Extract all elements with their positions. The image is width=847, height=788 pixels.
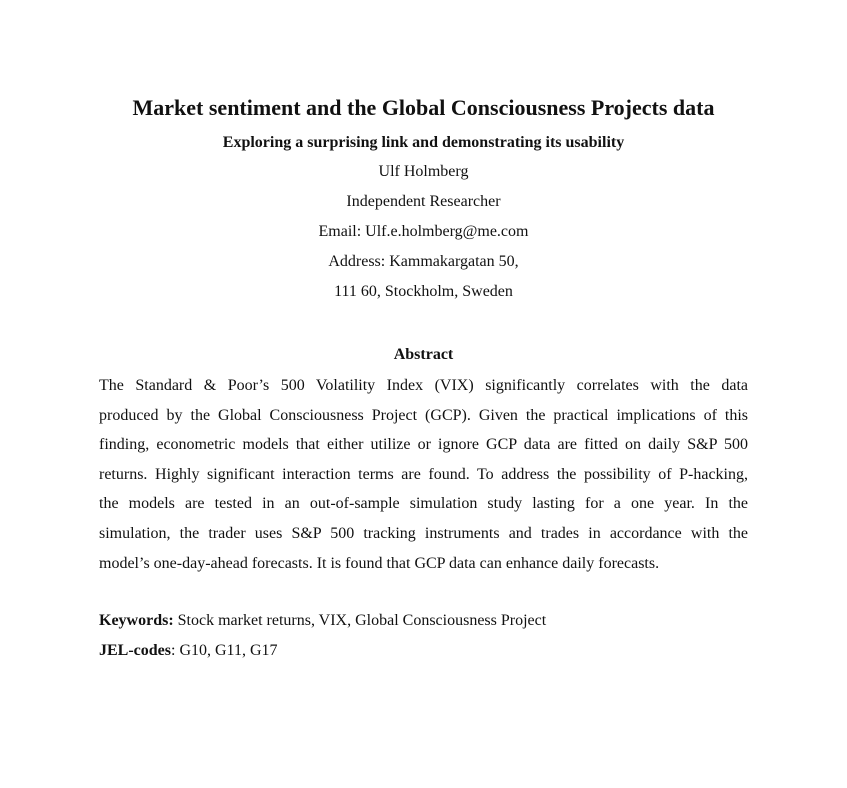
jel-codes-line bbox=[99, 640, 278, 662]
abstract-line: returns. Highly significant interaction terms are found. To address the possibility of P-hacking, bbox=[99, 465, 748, 483]
keywords-label: Keywords: bbox=[99, 612, 174, 629]
abstract-heading: Abstract bbox=[393, 346, 454, 363]
author-affiliation: Independent Researcher bbox=[346, 193, 501, 210]
abstract-body bbox=[99, 371, 748, 578]
abstract-line: The Standard & Poor’s 500 Volatility Index (VIX) significantly correlates with the data bbox=[99, 377, 748, 394]
abstract-line: simulation, the trader uses S&P 500 tracking instruments and trades in accordance with the bbox=[99, 524, 748, 542]
abstract-line: produced by the Global Consciousness Project (GCP). Given the practical implications of this bbox=[99, 406, 748, 424]
jel-codes-label: JEL-codes bbox=[99, 642, 171, 659]
author-name: Ulf Holmberg bbox=[378, 163, 469, 180]
abstract-line: the models are tested in an out-of-sample simulation study lasting for a one year. In the bbox=[99, 495, 748, 513]
author-address-line-1: Address: Kammakargatan 50, bbox=[328, 253, 519, 270]
keywords-line bbox=[99, 610, 546, 632]
jel-codes-value: : G10, G11, G17 bbox=[171, 642, 278, 659]
paper-subtitle: Exploring a surprising link and demonstrating its usability bbox=[222, 134, 625, 151]
paper-title: Market sentiment and the Global Consciousness Projects data bbox=[132, 95, 715, 120]
abstract-line: model’s one-day-ahead forecasts. It is found that GCP data can enhance daily forecasts. bbox=[99, 554, 660, 572]
keywords-value: Stock market returns, VIX, Global Consciousness Project bbox=[173, 612, 547, 629]
author-email: Email: Ulf.e.holmberg@me.com bbox=[318, 223, 529, 240]
abstract-line: finding, econometric models that either utilize or ignore GCP data are fitted on daily S&P 500 bbox=[99, 436, 748, 454]
author-address-line-2: 111 60, Stockholm, Sweden bbox=[334, 283, 513, 300]
